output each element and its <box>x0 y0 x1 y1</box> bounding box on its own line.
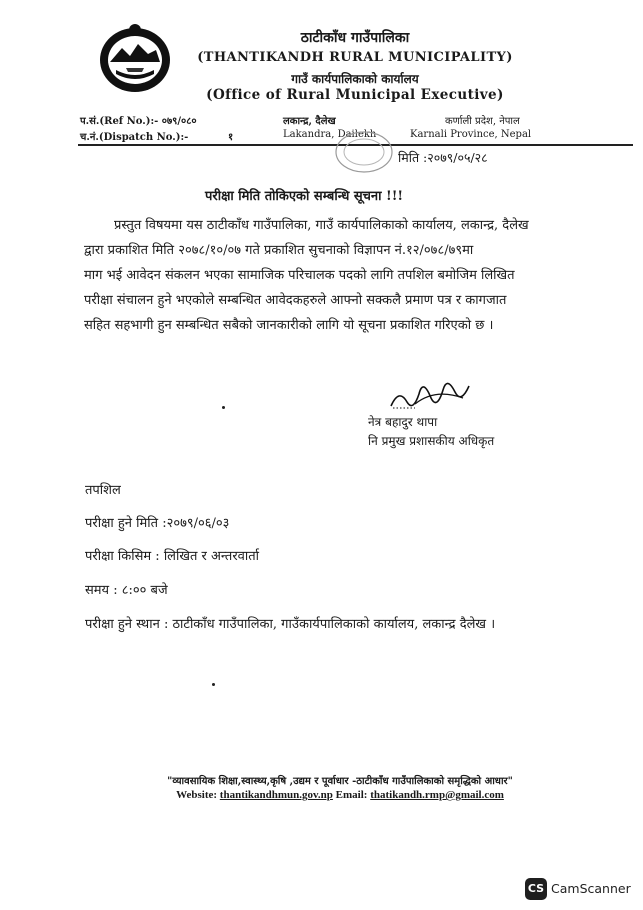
body-line: प्रस्तुत विषयमा यस ठाटीकाँध गाउँपालिका, गाउँ कार्यपालिकाको कार्यालय, लकान्द्र, दैलेख <box>114 218 529 233</box>
scan-speck <box>222 406 225 409</box>
notice-body <box>84 213 554 338</box>
email-link[interactable]: thatikandh.rmp@gmail.com <box>370 789 504 801</box>
details-heading: तपशिल <box>85 483 121 498</box>
exam-type: परीक्षा किसिम : लिखित र अन्तरवार्ता <box>85 549 260 564</box>
office-title-en: (Office of Rural Municipal Executive) <box>206 87 504 103</box>
nepal-emblem-icon <box>96 18 174 96</box>
province-np: कर्णाली प्रदेश, नेपाल <box>445 116 520 127</box>
camscanner-label: CamScanner <box>551 881 631 896</box>
signatory-name: नेत्र बहादुर थापा <box>368 415 438 429</box>
body-line: परीक्षा संचालन हुने भएकोले सम्बन्धित आवेदकहरुले आफ्नो सक्कलै प्रमाण पत्र र कागजात <box>84 293 507 308</box>
exam-date: परीक्षा हुने मिति :२०७९/०६/०३ <box>85 516 230 531</box>
body-line: माग भई आवेदन संकलन भएका सामाजिक परिचालक पदको लागि तपशिल बमोजिम लिखित <box>84 268 515 283</box>
exam-venue: परीक्षा हुने स्थान : ठाटीकाँध गाउँपालिका, गाउँकार्यपालिकाको कार्यालय, लकान्द्र दैलेख । <box>85 617 496 632</box>
scan-speck <box>212 683 215 686</box>
footer-contact <box>80 789 600 801</box>
place-en: Lakandra, Dailekh <box>283 129 377 140</box>
website-label: Website: <box>176 789 218 801</box>
website-link[interactable]: thantikandhmun.gov.np <box>219 789 333 801</box>
dispatch-number-value: १ <box>228 132 234 143</box>
signature-icon <box>385 368 475 414</box>
body-line: सहित सहभागी हुन सम्बन्धित सबैको जानकारीको लागि यो सूचना प्रकाशित गरिएको छ । <box>84 318 494 333</box>
signatory-designation: नि प्रमुख प्रशासकीय अधिकृत <box>368 434 495 448</box>
email-label: Email: <box>335 789 368 801</box>
exam-time: समय : ८:०० बजे <box>85 583 168 598</box>
municipality-title-np: ठाटीकाँध गाउँपालिका <box>300 30 410 46</box>
letter-date: मिति :२०७९/०५/२८ <box>398 150 488 165</box>
body-line: द्वारा प्रकाशित मिति २०७८/१०/०७ गते प्रकाशित सुचनाको विज्ञापन नं.१२/०७८/७९मा <box>84 243 474 258</box>
footer-slogan: "व्यावसायिक शिक्षा,स्वास्थ्य,कृषि ,उद्यम र पूर्वाधार -ठाटीकाँध गाउँपालिकाको समृद्धिको आधार" <box>167 776 513 787</box>
office-title-np: गाउँ कार्यपालिकाको कार्यालय <box>291 72 419 86</box>
place-np: लकान्द्र, दैलेख <box>283 116 336 127</box>
municipality-title-en: (THANTIKANDH RURAL MUNICIPALITY) <box>197 50 513 65</box>
camscanner-logo: CS <box>525 878 547 900</box>
province-en: Karnali Province, Nepal <box>410 129 532 140</box>
notice-subject: परीक्षा मिति तोकिएको सम्बन्धि सूचना !!! <box>205 189 404 204</box>
office-stamp-icon <box>334 130 394 174</box>
dispatch-number-label: च.नं.(Dispatch No.):- <box>80 132 189 143</box>
ref-number: प.सं.(Ref No.):- ०७९/०८० <box>80 116 197 127</box>
